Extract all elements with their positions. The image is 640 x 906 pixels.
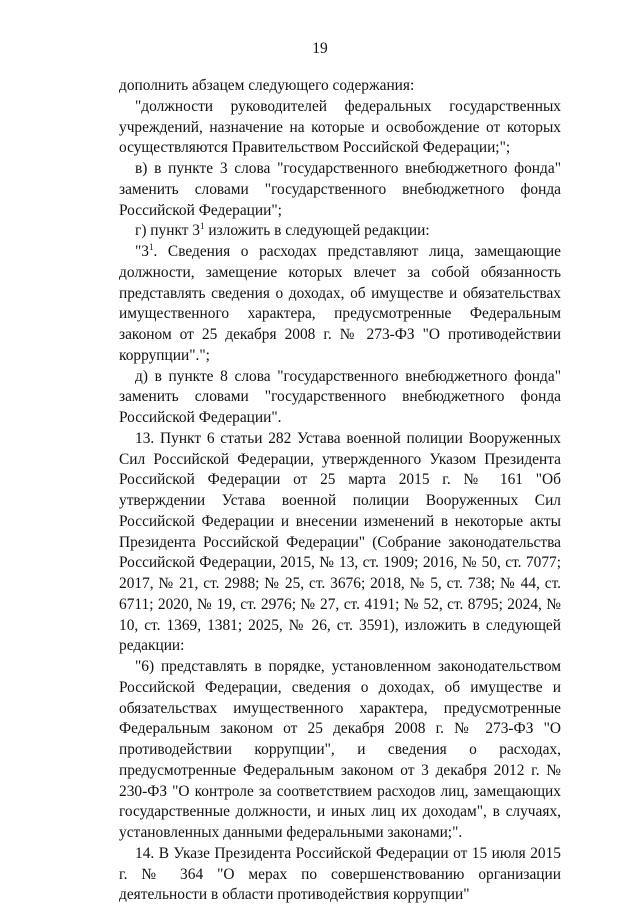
page-number: 19 <box>312 40 328 57</box>
document-body <box>119 76 561 906</box>
paragraph-4-before: г) пункт 3 <box>135 222 200 240</box>
paragraph-1: дополнить абзацем следующего содержания: <box>119 77 415 94</box>
paragraph-5-after: . Сведения о расходах представляют лица, замещающие должности, замещение которых влечет за собой обязанность представлять сведения о доходах, об имуществе и обязательствах имущественного характера, предусмотренные Федеральным законом от 25 декабря 2008 г. № 273-ФЗ "О противодействии коррупции"."; <box>119 243 561 364</box>
paragraph-5-before: "3 <box>135 243 149 260</box>
paragraph-6: д) в пункте 8 слова "государственного внебюджетного фонда" заменить словами "государственного внебюджетного фонда Российской Федерации". <box>119 367 561 426</box>
paragraph-8: "6) представлять в порядке, установленном законодательством Российской Федерации, сведения о доходах, об имуществе и обязательствах имущественного характера, предусмотренные Федеральным законом от 25 декабря 2008 г. № 273-ФЗ "О противодействии коррупции", и сведения о расходах, предусмотренные Федеральным законом от 3 декабря 2012 г. № 230-ФЗ "О контроле за соответствием расходов лиц, замещающих государственные должности, и иных лиц их доходам", в случаях, установленных данными федеральными законами;". <box>119 658 561 841</box>
paragraph-4-after: изложить в следующей редакции: <box>204 222 430 240</box>
paragraph-5 <box>119 242 561 367</box>
paragraph-7: 13. Пункт 6 статьи 282 Устава военной полиции Вооруженных Сил Российской Федерации, утвержденного Указом Президента Российской Федерации от 25 марта 2015 г. № 161 "Об утверждении Устава военной полиции Вооруженных Сил Российской Федерации и внесении изменений в некоторые акты Президента Российской Федерации" (Собрание законодательства Российской Федерации, 2015, № 13, ст. 1909; 2016, № 50, ст. 7077; 2017, № 21, ст. 2988; № 25, ст. 3676; 2018, № 5, ст. 738; № 44, ст. 6711; 2020, № 19, ст. 2976; № 27, ст. 4191; № 52, ст. 8795; 2024, № 10, ст. 1369, 1381; 2025, № 26, ст. 3591), изложить в следующей редакции: <box>119 429 561 655</box>
paragraph-3: в) в пункте 3 слова "государственного внебюджетного фонда" заменить словами "государственного внебюджетного фонда Российской Федерации"; <box>119 160 561 219</box>
paragraph-4 <box>119 221 561 242</box>
paragraph-9: 14. В Указе Президента Российской Федерации от 15 июля 2015 г. № 364 "О мерах по совершенствованию организации деятельности в области противодействия коррупции" <box>119 844 561 904</box>
paragraph-5-superscript: 1 <box>148 241 154 252</box>
paragraph-4-superscript: 1 <box>200 221 205 232</box>
paragraph-2: "должности руководителей федеральных государственных учреждений, назначение на которые и освобождение от которых осуществляются Правительством Российской Федерации;"; <box>119 97 561 157</box>
